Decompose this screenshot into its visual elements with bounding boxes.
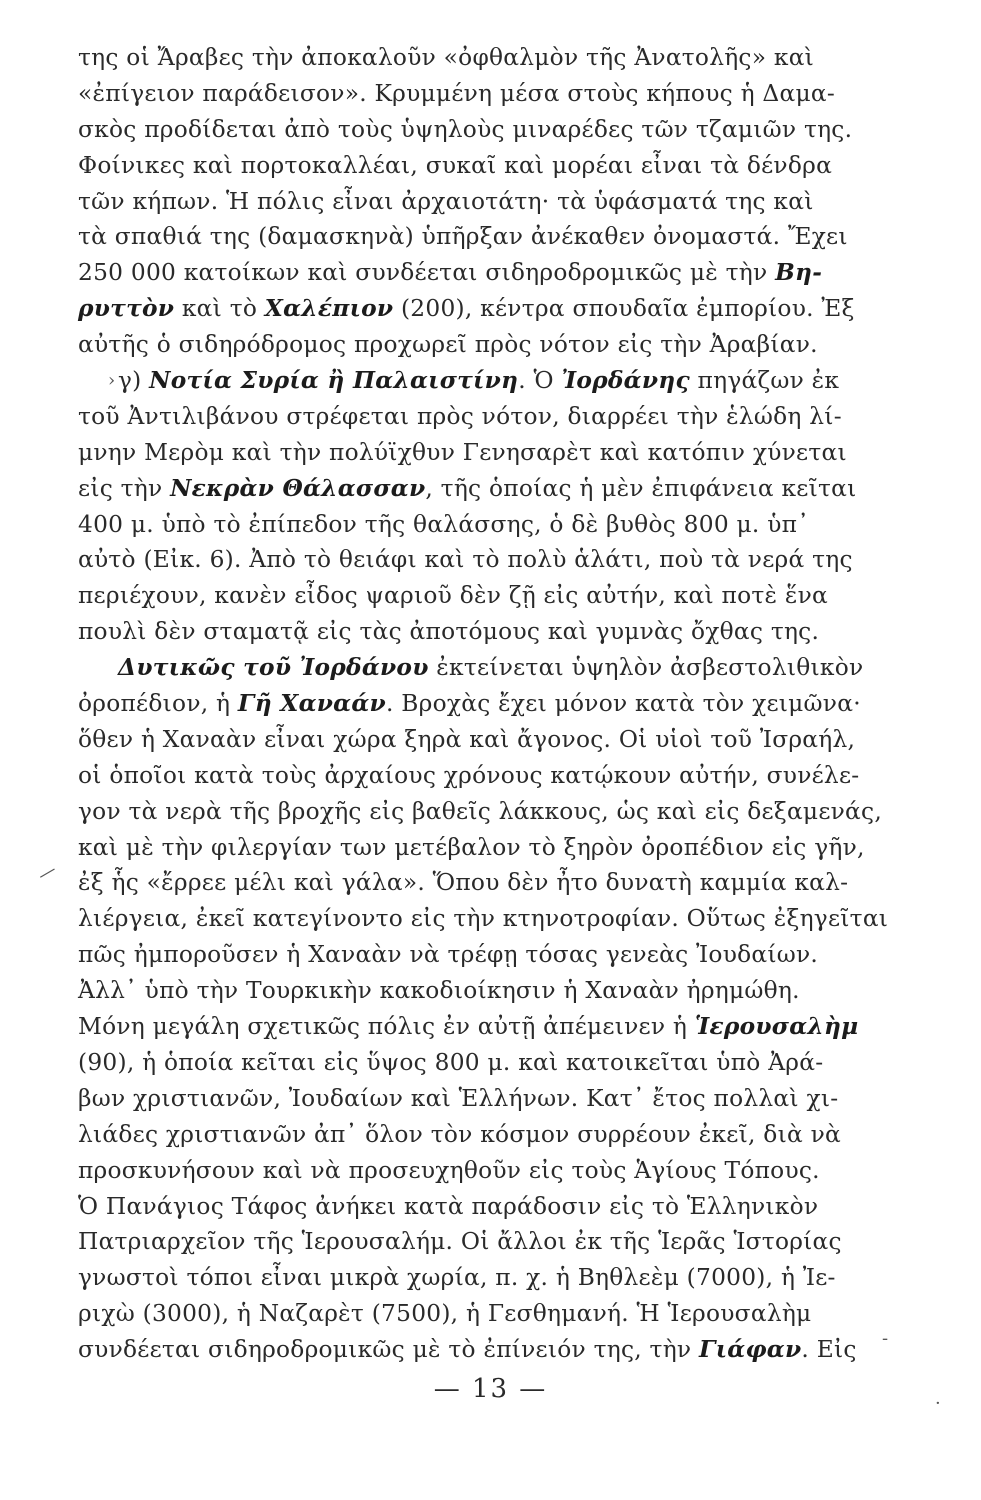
text-line (78, 830, 878, 866)
text-line (78, 901, 889, 937)
text-run: πῶς ἠμποροῦσεν ἡ Χαναὰν νὰ τρέφῃ τόσας γενεὰς Ἰουδαίων. (78, 941, 819, 969)
text-run: ὀροπέδιον, ἡ (78, 690, 238, 718)
text-run: . Βροχὰς ἔχει μόνον κατὰ τὸν χειμῶνα· (385, 690, 861, 718)
text-run: τῶν κήπων. Ἡ πόλις εἶναι ἀρχαιοτάτη· τὰ ὑφάσματά της καὶ (78, 187, 814, 215)
emphasized-term: Βη- (775, 259, 823, 287)
text-run: γ) (118, 367, 150, 395)
text-run: τὰ σπαθιά της (δαμασκηνὰ) ὑπῆρξαν ἀνέκαθεν ὀνομαστά. Ἔχει (78, 223, 848, 251)
text-line (78, 614, 878, 650)
text-run: οἱ ὁποῖοι κατὰ τοὺς ἀρχαίους χρόνους κατῴκουν αὐτήν, συνέλε- (78, 761, 860, 789)
text-line (78, 578, 878, 614)
text-run: ἐξ ἧς «ἔρρεε μέλι καὶ γάλα». Ὅπου δὲν ἦτο δυνατὴ καμμία καλ- (78, 869, 849, 897)
text-line (78, 1332, 878, 1368)
text-line (78, 112, 878, 148)
text-line (78, 1260, 878, 1296)
text-run: της οἱ Ἄραβες τὴν ἀποκαλοῦν «ὀφθαλμὸν τῆς Ἀνατολῆς» καὶ (78, 44, 815, 71)
text-run: Ἀλλ᾿ ὑπὸ τὴν Τουρκικὴν κακοδιοίκησιν ἡ Χαναὰν ἠρημώθη. (78, 977, 800, 1005)
text-line (78, 937, 878, 973)
emphasized-term: ρυττὸν (78, 295, 175, 323)
text-run: πουλὶ δὲν σταματᾷ εἰς τὰς ἀποτόμους καὶ γυμνὰς ὄχθας της. (78, 618, 820, 646)
text-line (78, 1296, 878, 1332)
text-line (78, 650, 878, 686)
text-run: , τῆς ὁποίας ἡ μὲν ἐπιφάνεια κεῖται (425, 474, 857, 502)
text-line (78, 471, 878, 507)
margin-tick-mark: › (108, 370, 116, 391)
text-run: καὶ μὲ τὴν φιλεργίαν των μετέβαλον τὸ ξηρὸν ὀροπέδιον εἰς γῆν, (78, 833, 865, 861)
text-line (78, 722, 878, 758)
emphasized-term: Νοτία Συρία ἢ Παλαιστίνη (149, 367, 519, 395)
margin-dash-mark: ‐ (882, 1328, 889, 1349)
text-line (78, 219, 878, 255)
text-run: αὐτὸ (Εἰκ. 6). Ἀπὸ τὸ θειάφι καὶ τὸ πολὺ ἁλάτι, ποὺ τὰ νερά της (78, 546, 853, 574)
text-line (78, 255, 878, 291)
text-line (78, 1117, 878, 1153)
text-run: προσκυνήσουν καὶ νὰ προσευχηθοῦν εἰς τοὺς Ἁγίους Τόπους. (78, 1156, 820, 1184)
text-run: Πατριαρχεῖον τῆς Ἱερουσαλήμ. Οἱ ἄλλοι ἐκ τῆς Ἱερᾶς Ἱστορίας (78, 1228, 842, 1256)
text-run: ὅθεν ἡ Χαναὰν εἶναι χώρα ξηρὰ καὶ ἄγονος. Οἱ υἱοὶ τοῦ Ἰσραήλ, (78, 725, 856, 753)
text-run: λιάδες χριστιανῶν ἀπ᾿ ὅλον τὸν κόσμον συρρέουν ἐκεῖ, διὰ νὰ (78, 1120, 842, 1148)
text-line (78, 865, 878, 901)
text-run: (90), ἡ ὁποία κεῖται εἰς ὕψος 800 μ. καὶ κατοικεῖται ὑπὸ Ἀρά- (78, 1048, 824, 1076)
emphasized-term: Ἰορδάνης (561, 367, 690, 395)
text-line (78, 327, 878, 363)
text-line (78, 363, 878, 399)
text-run: . Εἰς (801, 1336, 857, 1364)
text-line (78, 1189, 878, 1225)
text-run: σκὸς προδίδεται ἀπὸ τοὺς ὑψηλοὺς μιναρέδες τῶν τζαμιῶν της. (78, 115, 853, 143)
text-line (78, 399, 878, 435)
emphasized-term: Νεκρὰν Θάλασσαν (170, 474, 426, 502)
text-line (78, 507, 878, 543)
text-run: περιέχουν, κανὲν εἶδος ψαριοῦ δὲν ζῇ εἰς αὐτήν, καὶ ποτὲ ἕνα (78, 582, 829, 610)
text-line (78, 542, 878, 578)
text-run: . Ὁ (518, 367, 562, 395)
text-line (78, 758, 878, 794)
text-run: καὶ τὸ (174, 295, 265, 323)
text-line (78, 291, 878, 327)
text-line (78, 184, 878, 220)
text-run: ἐκτείνεται ὑψηλὸν ἀσβεστολιθικὸν (428, 654, 864, 682)
body-text (78, 40, 889, 1368)
text-run: γον τὰ νερὰ τῆς βροχῆς εἰς βαθεῖς λάκκους, ὡς καὶ εἰς δεξαμενάς, (78, 797, 882, 825)
text-run: 400 μ. ὑπὸ τὸ ἐπίπεδον τῆς θαλάσσης, ὁ δὲ βυθὸς 800 μ. ὑπ᾿ (78, 510, 810, 538)
text-line (78, 794, 882, 830)
emphasized-term: Γιάφαν (698, 1336, 802, 1364)
text-line (78, 148, 878, 184)
text-line (78, 76, 878, 112)
text-run: λιέργεια, ἐκεῖ κατεγίνοντο εἰς τὴν κτηνοτροφίαν. Οὕτως ἐξηγεῖται (78, 905, 889, 933)
text-line (78, 1153, 878, 1189)
emphasized-term: Δυτικῶς τοῦ Ἰορδάνου (118, 654, 429, 682)
text-run: συνδέεται σιδηροδρομικῶς μὲ τὸ ἐπίνειόν της, τὴν (78, 1336, 699, 1364)
margin-pencil-mark: — (33, 858, 61, 887)
text-line (78, 1009, 878, 1045)
page-number: — 13 — (433, 1374, 548, 1404)
margin-dot-mark: · (935, 1393, 941, 1414)
text-line (78, 40, 878, 76)
text-run: Μόνη μεγάλη σχετικῶς πόλις ἐν αὐτῇ ἀπέμεινεν ἡ (78, 1013, 695, 1041)
text-run: ριχὼ (3000), ἡ Ναζαρὲτ (7500), ἡ Γεσθημανή. Ἡ Ἱερουσαλὴμ (78, 1300, 812, 1328)
text-line (78, 1224, 878, 1260)
emphasized-term: Χαλέπιον (264, 295, 394, 323)
text-run: Ὁ Πανάγιος Τάφος ἀνήκει κατὰ παράδοσιν εἰς τὸ Ἑλληνικὸν (78, 1192, 819, 1220)
text-line (78, 1045, 878, 1081)
text-run: τοῦ Ἀντιλιβάνου στρέφεται πρὸς νότον, διαρρέει τὴν ἑλώδη λί- (78, 402, 842, 430)
emphasized-term: Γῆ Χαναάν (237, 690, 386, 718)
text-line (78, 686, 878, 722)
text-run: 250 000 κατοίκων καὶ συνδέεται σιδηροδρομικῶς μὲ τὴν (78, 259, 776, 287)
text-line (78, 1081, 878, 1117)
text-line (78, 435, 878, 471)
text-run: αὐτῆς ὁ σιδηρόδρομος προχωρεῖ πρὸς νότον εἰς τὴν Ἀραβίαν. (78, 331, 818, 359)
text-run: «ἐπίγειον παράδεισον». Κρυμμένη μέσα στοὺς κήπους ἡ Δαμα- (78, 79, 835, 107)
text-run: εἰς τὴν (78, 474, 171, 502)
emphasized-term: Ἱερουσαλὴμ (694, 1013, 859, 1041)
text-run: γνωστοὶ τόποι εἶναι μικρὰ χωρία, π. χ. ἡ Βηθλεὲμ (7000), ἡ Ἰε- (78, 1264, 836, 1292)
text-run: πηγάζων ἐκ (689, 367, 840, 395)
text-run: βων χριστιανῶν, Ἰουδαίων καὶ Ἑλλήνων. Κατ᾿ ἔτος πολλαὶ χι- (78, 1084, 839, 1112)
text-line (78, 973, 878, 1009)
text-run: Φοίνικες καὶ πορτοκαλλέαι, συκαῖ καὶ μορέαι εἶναι τὰ δένδρα (78, 151, 833, 179)
text-run: μνην Μερὸμ καὶ τὴν πολύϊχθυν Γενησαρὲτ καὶ κατόπιν χύνεται (78, 438, 847, 466)
text-run: (200), κέντρα σπουδαῖα ἐμπορίου. Ἐξ (393, 295, 855, 323)
